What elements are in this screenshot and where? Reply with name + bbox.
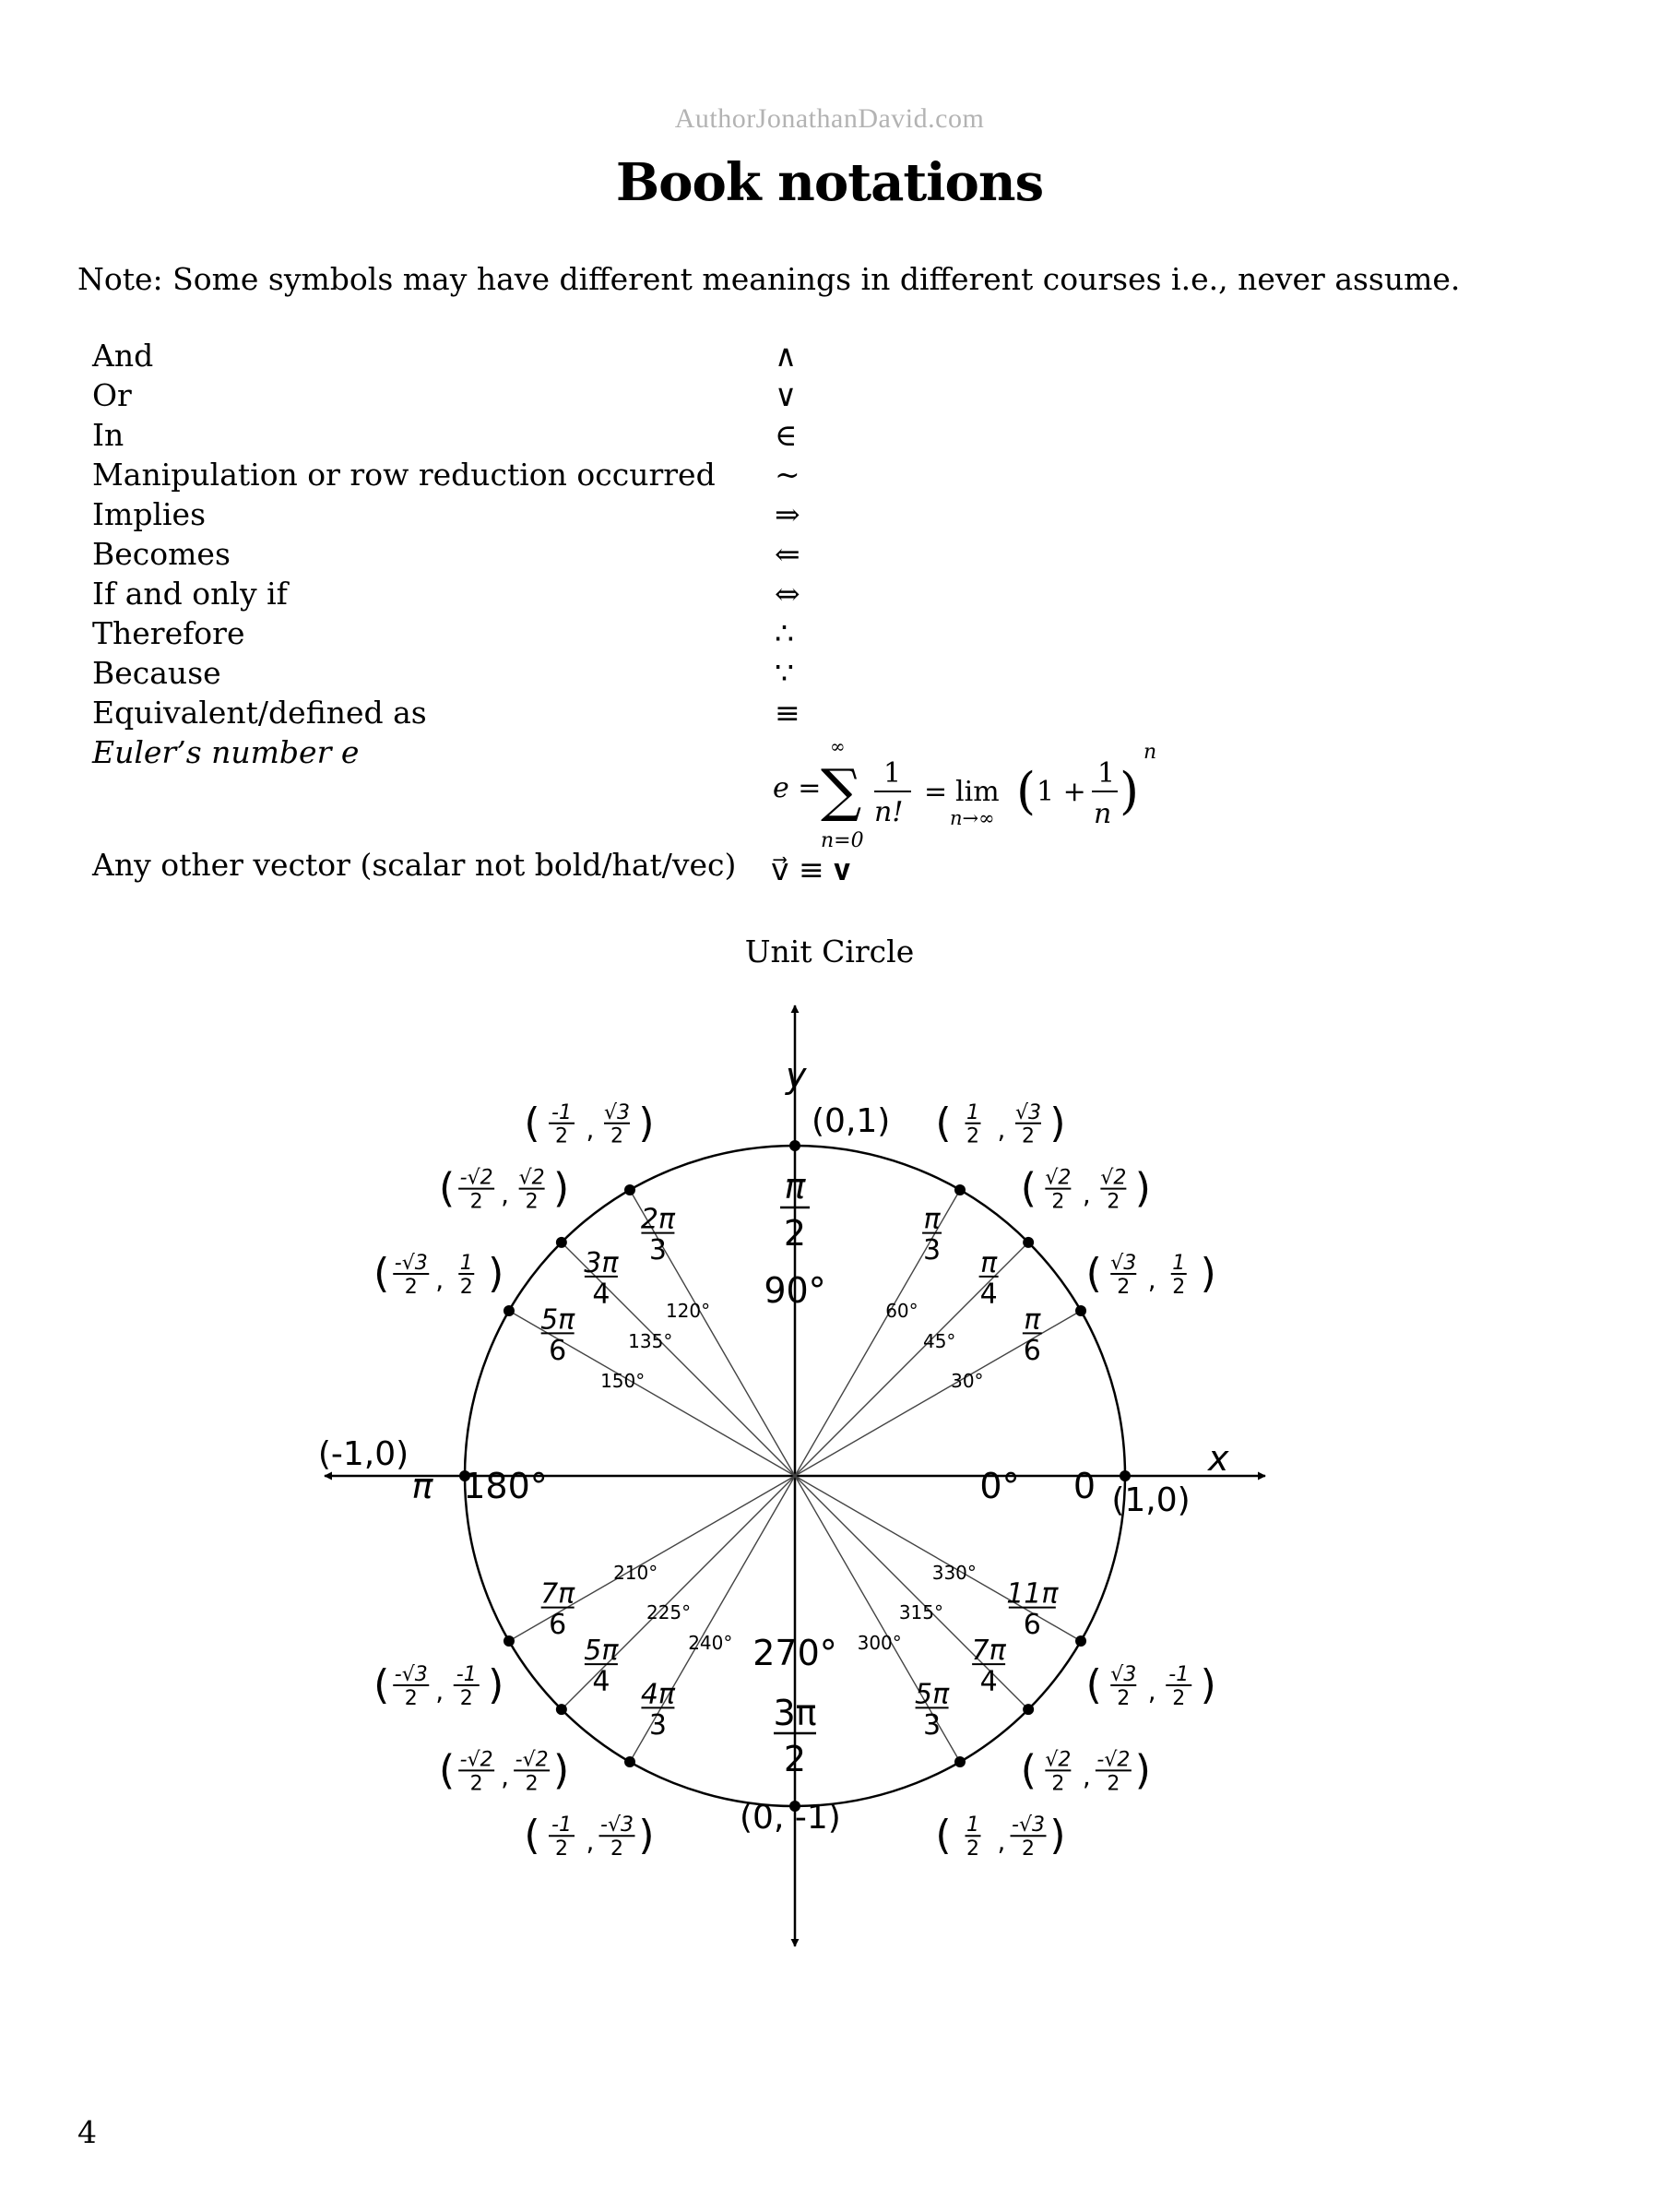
angle-150-coord-paren-open: ( <box>373 1250 390 1297</box>
or-symbol: ∨ <box>775 377 798 413</box>
angle-45-coord-paren-close: ) <box>1134 1164 1151 1212</box>
angle-300-rad-den: 3 <box>923 1708 942 1742</box>
frac-numerator: 1 <box>883 757 902 790</box>
rad-90-num: π <box>784 1166 806 1207</box>
angle-225-coord-x-num: -√2 <box>459 1748 493 1772</box>
notation-label-therefore: Therefore <box>92 615 245 651</box>
paren-close: ) <box>1120 762 1140 820</box>
angle-135-point <box>556 1237 567 1248</box>
deg-0: 0° <box>979 1466 1020 1506</box>
sigma-symbol: ∑ <box>821 756 862 824</box>
coord-0: (1,0) <box>1111 1481 1191 1519</box>
angle-60-coord-paren-close: ) <box>1049 1099 1066 1147</box>
angle-210-coord-y-num: -1 <box>456 1663 477 1686</box>
angle-60-coord-comma: , <box>997 1113 1006 1145</box>
iff-symbol: ⇔ <box>775 576 800 612</box>
angle-240-coord-y-num: -√3 <box>600 1814 634 1837</box>
angle-60-coord-y-num: √3 <box>1014 1100 1042 1124</box>
rad-270-num: 3π <box>773 1693 817 1733</box>
angle-300-coord-x-den: 2 <box>966 1837 979 1861</box>
deg-180: 180° <box>463 1466 548 1506</box>
angle-240-coord-comma: , <box>586 1826 595 1858</box>
angle-45-rad-num: π <box>980 1246 998 1279</box>
angle-120-coord-y-den: 2 <box>610 1124 623 1148</box>
angle-30-coord-paren-close: ) <box>1200 1250 1216 1297</box>
angle-225-point <box>556 1704 567 1715</box>
angle-210-coord-x-num: -√3 <box>394 1663 428 1686</box>
angle-330-rad-den: 6 <box>1023 1609 1041 1642</box>
notation-label-becomes: Becomes <box>92 536 231 572</box>
angle-120-rad-den: 3 <box>648 1234 667 1267</box>
angle-300-coord-x-num: 1 <box>966 1814 979 1837</box>
notation-label-because: Because <box>92 655 221 691</box>
coord-90: (0,1) <box>812 1102 891 1140</box>
angle-210-coord-x-den: 2 <box>404 1686 418 1710</box>
angle-315-coord-y-num: -√2 <box>1096 1748 1131 1772</box>
angle-225-rad-num: 5π <box>584 1635 619 1668</box>
angle-210-coord-paren-open: ( <box>373 1661 390 1708</box>
notation-label-manipulation: Manipulation or row reduction occurred <box>92 457 716 493</box>
angle-150-coord-paren-close: ) <box>488 1250 504 1297</box>
angle-240-coord-paren-open: ( <box>524 1812 540 1860</box>
angle-135-coord-paren-open: ( <box>439 1164 456 1212</box>
angle-300-coord-comma: , <box>997 1826 1006 1858</box>
angle-135-coord-comma: , <box>501 1179 510 1210</box>
angle-210-coord-paren-close: ) <box>488 1661 504 1708</box>
angle-225-coord-paren-open: ( <box>439 1746 456 1794</box>
angle-225-deg-label: 225° <box>646 1600 692 1623</box>
angle-300-coord-y-den: 2 <box>1022 1837 1035 1861</box>
deg-270: 270° <box>752 1633 837 1673</box>
angle-315-point <box>1023 1704 1034 1715</box>
angle-210-rad-num: 7π <box>540 1577 575 1611</box>
angle-150-coord-y-num: 1 <box>459 1252 473 1275</box>
angle-225-coord-paren-close: ) <box>553 1746 570 1794</box>
angle-330-rad-num: 11π <box>1006 1577 1059 1611</box>
angle-315-coord-comma: , <box>1082 1761 1091 1792</box>
angle-315-rad-num: 7π <box>971 1635 1006 1668</box>
angle-225-coord-x-den: 2 <box>469 1772 483 1796</box>
angle-315-coord-y-den: 2 <box>1107 1772 1120 1796</box>
lim-subscript: n→∞ <box>950 807 995 829</box>
coord-270: (0, -1) <box>740 1799 841 1837</box>
euler-lhs: e = <box>773 772 822 804</box>
unit-circle-diagram <box>304 996 1356 1992</box>
angle-60-coord-paren-open: ( <box>935 1099 952 1147</box>
rad-0: 0 <box>1072 1466 1096 1506</box>
angle-210-rad-den: 6 <box>549 1609 567 1642</box>
angle-315-coord-x-den: 2 <box>1051 1772 1065 1796</box>
angle-60-deg-label: 60° <box>885 1300 918 1323</box>
angle-315-rad-den: 4 <box>979 1665 998 1698</box>
angle-30-rad-num: π <box>1024 1303 1041 1337</box>
angle-240-coord-y-den: 2 <box>610 1837 623 1861</box>
euler-formula <box>771 731 1167 852</box>
angle-150-rad-den: 6 <box>549 1334 567 1367</box>
x-axis-label: x <box>1208 1438 1229 1479</box>
inner-denominator: n <box>1094 798 1112 830</box>
angle-300-rad-num: 5π <box>914 1678 950 1711</box>
angle-60-rad-num: π <box>923 1203 941 1236</box>
angle-135-rad-num: 3π <box>584 1246 619 1279</box>
angle-300-coord-y-num: -√3 <box>1012 1814 1045 1837</box>
angle-135-deg-label: 135° <box>628 1330 673 1353</box>
angle-30-coord-y-den: 2 <box>1172 1275 1186 1299</box>
angle-45-point <box>1023 1237 1034 1248</box>
angle-225-coord-y-num: -√2 <box>515 1748 549 1772</box>
sum-lower: n=0 <box>821 829 864 852</box>
angle-135-coord-x-den: 2 <box>469 1190 483 1214</box>
angle-240-coord-x-num: -1 <box>551 1814 572 1837</box>
paren-open: ( <box>1016 762 1037 820</box>
angle-45-coord-y-den: 2 <box>1107 1190 1120 1214</box>
notation-label-euler: Euler’s number e <box>92 734 360 770</box>
deg-90: 90° <box>764 1270 826 1311</box>
exponent-n: n <box>1144 741 1157 764</box>
note-text: Note: Some symbols may have different meanings in different courses i.e., never assume. <box>77 261 1461 297</box>
and-symbol: ∧ <box>775 338 798 374</box>
angle-300-coord-paren-open: ( <box>935 1812 952 1860</box>
angle-135-coord-y-den: 2 <box>525 1190 539 1214</box>
angle-330-coord-x-den: 2 <box>1117 1686 1131 1710</box>
angle-120-rad-num: 2π <box>640 1203 676 1236</box>
angle-120-coord-x-num: -1 <box>551 1100 572 1124</box>
angle-240-coord-x-den: 2 <box>555 1837 568 1861</box>
notation-label-vector: Any other vector (scalar not bold/hat/vec) <box>92 847 737 883</box>
angle-30-coord-x-den: 2 <box>1117 1275 1131 1299</box>
inner-numerator: 1 <box>1097 757 1116 790</box>
y-axis-label: y <box>786 1055 807 1096</box>
angle-240-point <box>624 1756 635 1767</box>
angle-300-coord-paren-close: ) <box>1049 1812 1066 1860</box>
angle-120-coord-comma: , <box>586 1113 595 1145</box>
angle-45-coord-x-den: 2 <box>1051 1190 1065 1214</box>
vector-symbol: v⃗ ≡ 𝐯 <box>771 851 851 887</box>
notation-label-implies: Implies <box>92 496 207 532</box>
notation-label-or: Or <box>92 377 132 413</box>
angle-315-coord-paren-close: ) <box>1134 1746 1151 1794</box>
angle-45-coord-x-num: √2 <box>1045 1166 1072 1190</box>
becomes-symbol: ⇐ <box>775 536 800 572</box>
angle-45-deg-label: 45° <box>922 1330 956 1353</box>
angle-300-point <box>954 1756 966 1767</box>
angle-210-coord-comma: , <box>435 1676 444 1707</box>
angle-210-deg-label: 210° <box>613 1561 658 1584</box>
angle-330-coord-y-den: 2 <box>1172 1686 1186 1710</box>
angle-135-coord-x-num: -√2 <box>459 1166 493 1190</box>
angle-330-coord-paren-close: ) <box>1200 1661 1216 1708</box>
rad-180: π <box>411 1466 433 1506</box>
angle-330-coord-comma: , <box>1147 1676 1156 1707</box>
angle-330-deg-label: 330° <box>931 1561 977 1584</box>
angle-210-point <box>504 1635 515 1647</box>
angle-210-coord-y-den: 2 <box>459 1686 473 1710</box>
angle-330-coord-x-num: √3 <box>1110 1663 1137 1686</box>
sum-upper: ∞ <box>830 735 846 757</box>
angle-150-coord-comma: , <box>435 1265 444 1295</box>
element-of-symbol: ∈ <box>775 417 798 453</box>
angle-150-coord-x-den: 2 <box>404 1275 418 1299</box>
angle-30-rad-den: 6 <box>1023 1334 1041 1367</box>
tilde-symbol: ~ <box>775 457 800 493</box>
site-header: AuthorJonathanDavid.com <box>674 103 985 134</box>
lim-text: lim <box>955 776 1000 808</box>
angle-330-point <box>1075 1635 1086 1647</box>
angle-30-point <box>1075 1305 1086 1316</box>
angle-60-coord-x-den: 2 <box>966 1124 979 1148</box>
quadrant-point-0 <box>1120 1470 1131 1481</box>
angle-135-rad-den: 4 <box>592 1278 610 1311</box>
angle-60-point <box>954 1184 966 1195</box>
rad-270-den: 2 <box>783 1739 807 1779</box>
angle-225-rad-den: 4 <box>592 1665 610 1698</box>
angle-45-rad-den: 4 <box>979 1278 998 1311</box>
equivalent-symbol: ≡ <box>775 695 800 731</box>
angle-60-coord-y-den: 2 <box>1022 1124 1035 1148</box>
angle-300-deg-label: 300° <box>857 1631 902 1654</box>
angle-315-coord-x-num: √2 <box>1045 1748 1072 1772</box>
angle-60-coord-x-num: 1 <box>966 1100 979 1124</box>
notation-label-equivalent: Equivalent/defined as <box>92 695 427 731</box>
notation-label-and: And <box>92 338 154 374</box>
angle-45-coord-y-num: √2 <box>1100 1166 1127 1190</box>
notation-label-iff: If and only if <box>92 576 288 612</box>
angle-240-rad-num: 4π <box>640 1678 676 1711</box>
angle-150-coord-x-num: -√3 <box>394 1252 428 1275</box>
angle-30-coord-y-num: 1 <box>1172 1252 1186 1275</box>
angle-30-coord-x-num: √3 <box>1110 1252 1137 1275</box>
notation-label-in: In <box>92 417 124 453</box>
angle-45-coord-comma: , <box>1082 1179 1091 1210</box>
angle-120-coord-paren-open: ( <box>524 1099 540 1147</box>
angle-135-coord-paren-close: ) <box>553 1164 570 1212</box>
angle-225-coord-y-den: 2 <box>525 1772 539 1796</box>
angle-60-rad-den: 3 <box>923 1234 942 1267</box>
angle-150-rad-num: 5π <box>540 1303 575 1337</box>
quadrant-point-1 <box>789 1140 800 1151</box>
unit-circle-caption: Unit Circle <box>744 934 915 969</box>
angle-150-deg-label: 150° <box>600 1370 646 1393</box>
therefore-symbol: ∴ <box>775 615 794 651</box>
angle-120-coord-y-num: √3 <box>603 1100 631 1124</box>
angle-225-coord-comma: , <box>501 1761 510 1792</box>
angle-150-point <box>504 1305 515 1316</box>
angle-330-coord-paren-open: ( <box>1085 1661 1102 1708</box>
angle-120-deg-label: 120° <box>665 1300 711 1323</box>
angle-30-deg-label: 30° <box>951 1370 984 1393</box>
angle-315-deg-label: 315° <box>898 1600 944 1623</box>
angle-240-rad-den: 3 <box>648 1708 667 1742</box>
rad-90-den: 2 <box>783 1213 807 1254</box>
angle-30-coord-paren-open: ( <box>1085 1250 1102 1297</box>
because-symbol: ∵ <box>775 655 794 691</box>
angle-30-coord-comma: , <box>1147 1265 1156 1295</box>
angle-240-deg-label: 240° <box>688 1631 733 1654</box>
angle-120-point <box>624 1184 635 1195</box>
angle-330-coord-y-num: -1 <box>1168 1663 1190 1686</box>
implies-symbol: ⇒ <box>775 496 800 532</box>
equals-sign: = <box>924 776 948 808</box>
page-title: Book notations <box>615 152 1044 213</box>
frac-denominator: n! <box>874 796 904 828</box>
page-number: 4 <box>77 2114 97 2150</box>
angle-135-coord-y-num: √2 <box>518 1166 545 1190</box>
angle-150-coord-y-den: 2 <box>459 1275 473 1299</box>
angle-45-coord-paren-open: ( <box>1020 1164 1037 1212</box>
angle-315-coord-paren-open: ( <box>1020 1746 1037 1794</box>
angle-240-coord-paren-close: ) <box>638 1812 655 1860</box>
angle-120-coord-x-den: 2 <box>555 1124 568 1148</box>
one-plus: 1 + <box>1037 776 1086 808</box>
angle-120-coord-paren-close: ) <box>638 1099 655 1147</box>
coord-180: (-1,0) <box>317 1435 409 1473</box>
